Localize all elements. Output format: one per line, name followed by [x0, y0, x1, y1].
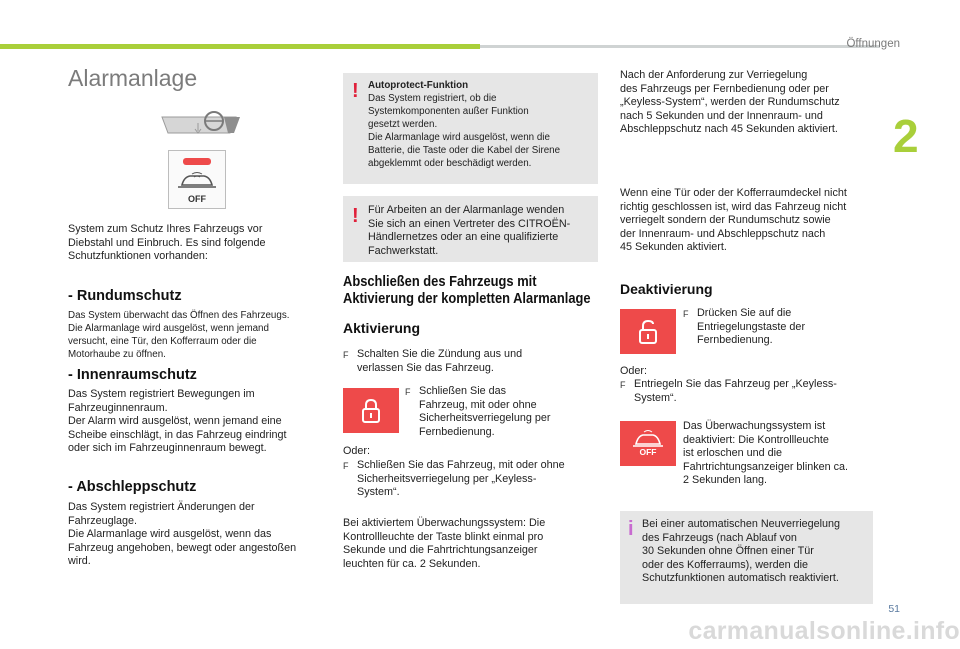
heading-aktivierung: Aktivierung [343, 320, 421, 336]
aktivierung-note: Bei aktiviertem Überwachungssystem: Die Kontrollleuchte der Taste blinkt einmal pro Sekunde und die Fahrtrichtungsanzeiger leuchten für ca. 2 Sekunden. [343, 517, 546, 570]
innenraumschutz-text: Das System registriert Bewegungen im Fahrzeuginnenraum. Der Alarm wird ausgelöst, wenn jemand eine Scheibe einschlägt, in das Fahrzeug eindringt oder sich im Fahrzeuginnenraum bewegt. [68, 388, 287, 454]
deaktivierung-note: Das Überwachungssystem ist deaktiviert: Die Kontrollleuchte ist erloschen und die Fahrtrichtungsanzeiger blinken ca. 2 Sekunden lang. [683, 420, 849, 486]
warning-icon: ! [352, 205, 359, 227]
heading-deaktivierung: Deaktivierung [620, 281, 713, 297]
unlock-button-tile [620, 309, 676, 354]
info-box-neuverriegelung: i Bei einer automatischen Neuverriegelung des Fahrzeugs (nach Ablauf von 30 Sekunden ohne Öffnen einer Tür oder des Kofferraums), werden die Schutzfunktionen automatisch reaktiviert. [620, 511, 873, 604]
intro-text: System zum Schutz Ihres Fahrzeugs vor Diebstahl und Einbruch. Es sind folgende Schutzfunktionen vorhanden: [68, 223, 266, 262]
dashboard-icon [150, 103, 250, 143]
alarm-off-tile-label: OFF [639, 447, 657, 457]
chapter-number: 2 [893, 110, 919, 162]
page-title: Alarmanlage [68, 65, 198, 91]
rundumschutz-text: Das System überwacht das Öffnen des Fahrzeugs. Die Alarmanlage wird ausgelöst, wenn jemand versucht, eine Tür, den Kofferraum oder die Motorhaube zu öffnen. [68, 310, 290, 360]
tuer-offen-text: Wenn eine Tür oder der Kofferraumdeckel nicht richtig geschlossen ist, wird das Fahrzeug nicht verriegelt sondern der Rundumschutz sowie der Innenraum- und Abschleppschutz nach 45 Sekunden aktiviert. [620, 187, 847, 253]
page-number: 51 [888, 603, 900, 615]
alarm-off-tile [620, 421, 676, 466]
aktivierung-step-1: F Schalten Sie die Zündung aus und verlassen Sie das Fahrzeug. [343, 348, 523, 374]
deaktivierung-step-2: F Entriegeln Sie das Fahrzeug per „Keyless- System“. [620, 378, 837, 404]
warning-box-autoprotect: ! Autoprotect-Funktion Das System registriert, ob die Systemkomponenten außer Funktion gesetzt werden. Die Alarmanlage wird ausgelöst, wenn die Batterie, die Taste oder die Kabel der Sirene abgeklemmt oder beschädigt werden. [343, 73, 598, 184]
deaktivierung-oder: Oder: [620, 365, 648, 377]
alarm-off-label: OFF [188, 194, 206, 204]
heading-rundumschutz: - Rundumschutz [68, 288, 182, 304]
aktivierung-step-3: F Schließen Sie das Fahrzeug, mit oder ohne Sicherheitsverriegelung per „Keyless- System“. [343, 459, 565, 498]
section-name: Öffnungen [846, 38, 900, 50]
car-alarm-icon [176, 171, 218, 191]
aktivierung-step-2: F Schließen Sie das Fahrzeug, mit oder ohne Sicherheitsverriegelung per Fernbedienung. [405, 385, 551, 438]
warning-box-service: ! Für Arbeiten an der Alarmanlage wenden Sie sich an einen Vertreter des CITROËN- Händlernetzes oder an eine qualifizierte Fachwerkstatt. [343, 196, 598, 262]
heading-innenraumschutz: - Innenraumschutz [68, 367, 197, 383]
warning-icon: ! [352, 80, 359, 102]
aktivierung-oder: Oder: [343, 445, 371, 457]
heading-abschliessen: Abschließen des Fahrzeugs mit Aktivierung der kompletten Alarmanlage [343, 273, 591, 307]
alarm-off-button[interactable] [176, 171, 218, 203]
info-icon: i [628, 518, 634, 540]
dashboard-illustration [150, 103, 250, 143]
warning-title: Autoprotect-Funktion [368, 80, 469, 91]
watermark: carmanualsonline.info [688, 617, 960, 645]
deaktivierung-step-1: F Drücken Sie auf die Entriegelungstaste der Fernbedienung. [683, 307, 806, 346]
alarm-indicator-led [183, 158, 211, 165]
verriegelung-text: Nach der Anforderung zur Verriegelung des Fahrzeugs per Fernbedienung oder per „Keyless-System“, werden der Rundumschutz nach 5 Sekunden und der Innenraum- und Abschleppschutz nach 45 Sekunden aktiviert. [620, 69, 840, 135]
alarm-button-panel [168, 150, 226, 209]
lock-button-tile [343, 388, 399, 433]
abschleppschutz-text: Das System registriert Änderungen der Fahrzeuglage. Die Alarmanlage wird ausgelöst, wenn das Fahrzeug angehoben, bewegt oder angestoßen wird. [68, 501, 297, 567]
lock-icon [361, 398, 381, 424]
heading-abschleppschutz: - Abschleppschutz [68, 479, 197, 495]
header-accent-bar [0, 44, 480, 49]
unlock-icon [638, 319, 658, 345]
